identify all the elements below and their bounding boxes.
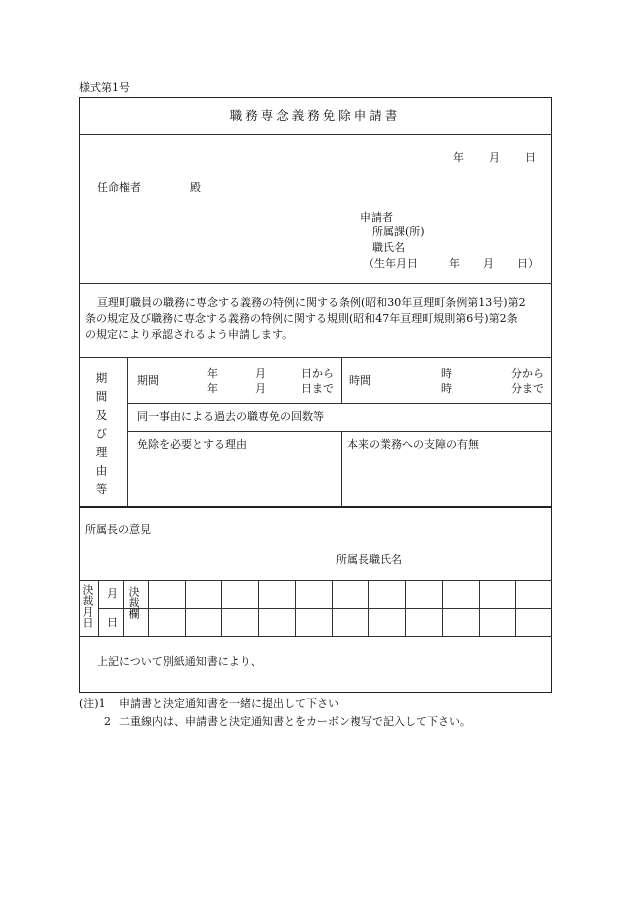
divider-decision <box>79 636 552 637</box>
decision-stamp-divider <box>442 580 443 636</box>
birthdate-open-label: （生年月日 <box>363 257 418 270</box>
date-month-label: 月 <box>489 151 500 164</box>
divider-opinion <box>79 580 552 581</box>
period-from-year: 年 <box>207 367 218 380</box>
addressee-honorific: 殿 <box>190 181 201 194</box>
decision-day-label: 日 <box>107 616 118 629</box>
addressee-label: 任命権者 <box>97 181 141 194</box>
opinion-label: 所属長の意見 <box>85 523 151 536</box>
note-2-text: 二重線内は、申請書と決定通知書とをカーボン複写で記入して下さい。 <box>119 715 471 728</box>
decision-column-label: 決裁欄 <box>127 586 140 619</box>
note-1-marker: (注)1 <box>79 697 106 710</box>
body-text-line3: の規定により承認されるよう申請します。 <box>85 328 294 341</box>
time-from-hour: 時 <box>441 367 452 380</box>
decision-stamp-divider <box>479 580 480 636</box>
past-count-label: 同一事由による過去の職専免の回数等 <box>137 410 324 423</box>
period-to-month: 月 <box>255 382 266 395</box>
form-title: 職務専念義務免除申請書 <box>229 108 401 123</box>
divider-body <box>79 357 552 358</box>
decision-stamp-divider <box>185 580 186 636</box>
decision-stamp-divider <box>258 580 259 636</box>
decision-column-divider <box>148 580 149 636</box>
decision-stamp-divider <box>515 580 516 636</box>
divider-header <box>79 283 552 284</box>
note-1-text: 申請書と決定通知書を一緒に提出して下さい <box>119 697 339 710</box>
date-day-label: 日 <box>525 151 536 164</box>
applicant-department-label: 所属課(所) <box>372 225 425 238</box>
divider-title <box>79 134 552 135</box>
note-2-marker: 2 <box>104 715 111 728</box>
period-label: 期間 <box>137 374 159 387</box>
decision-stamp-divider <box>332 580 333 636</box>
applicant-name-label: 職氏名 <box>372 241 405 254</box>
decision-date-label: 決裁月日 <box>81 584 94 628</box>
decision-stamp-divider <box>368 580 369 636</box>
body-text-line2: 条の規定及び職務に専念する義務の特例に関する規則(昭和47年亘理町規則第6号)第2条 <box>85 312 518 325</box>
side-label-divider <box>127 357 128 507</box>
decision-mid-line <box>98 608 552 609</box>
applicant-label: 申請者 <box>360 211 393 224</box>
body-text-line1: 亘理町職員の職務に専念する義務の特例に関する条例(昭和30年亘理町条例第13号)第2 <box>97 296 526 309</box>
period-from-day: 日から <box>301 367 334 380</box>
impact-label: 本来の業務への支障の有無 <box>347 438 479 451</box>
divider-period <box>127 403 552 404</box>
time-from-minute: 分から <box>511 367 544 380</box>
application-form <box>79 97 552 693</box>
birthdate-month-label: 月 <box>483 257 494 270</box>
opinion-signature-label: 所属長職氏名 <box>336 553 402 566</box>
reason-label: 免除を必要とする理由 <box>137 438 247 451</box>
divider-double-line <box>79 506 552 508</box>
date-year-label: 年 <box>453 151 464 164</box>
form-number: 様式第1号 <box>79 81 130 94</box>
decision-stamp-divider <box>295 580 296 636</box>
time-label: 時間 <box>349 374 371 387</box>
birthdate-year-label: 年 <box>449 257 460 270</box>
period-from-month: 月 <box>255 367 266 380</box>
decision-stamp-divider <box>221 580 222 636</box>
decision-month-divider <box>123 580 124 636</box>
period-time-divider <box>341 357 342 403</box>
divider-past-count <box>127 431 552 432</box>
time-to-hour: 時 <box>441 382 452 395</box>
reason-impact-divider <box>341 431 342 507</box>
decision-stamp-divider <box>405 580 406 636</box>
notice-text: 上記について別紙通知書により、 <box>97 655 262 668</box>
decision-month-label: 月 <box>107 587 118 600</box>
period-to-year: 年 <box>207 382 218 395</box>
birthdate-close-label: 日） <box>517 257 539 270</box>
period-reason-side-label: 期間及び理由等 <box>94 372 109 502</box>
time-to-minute: 分まで <box>511 382 544 395</box>
period-to-day: 日まで <box>301 382 334 395</box>
